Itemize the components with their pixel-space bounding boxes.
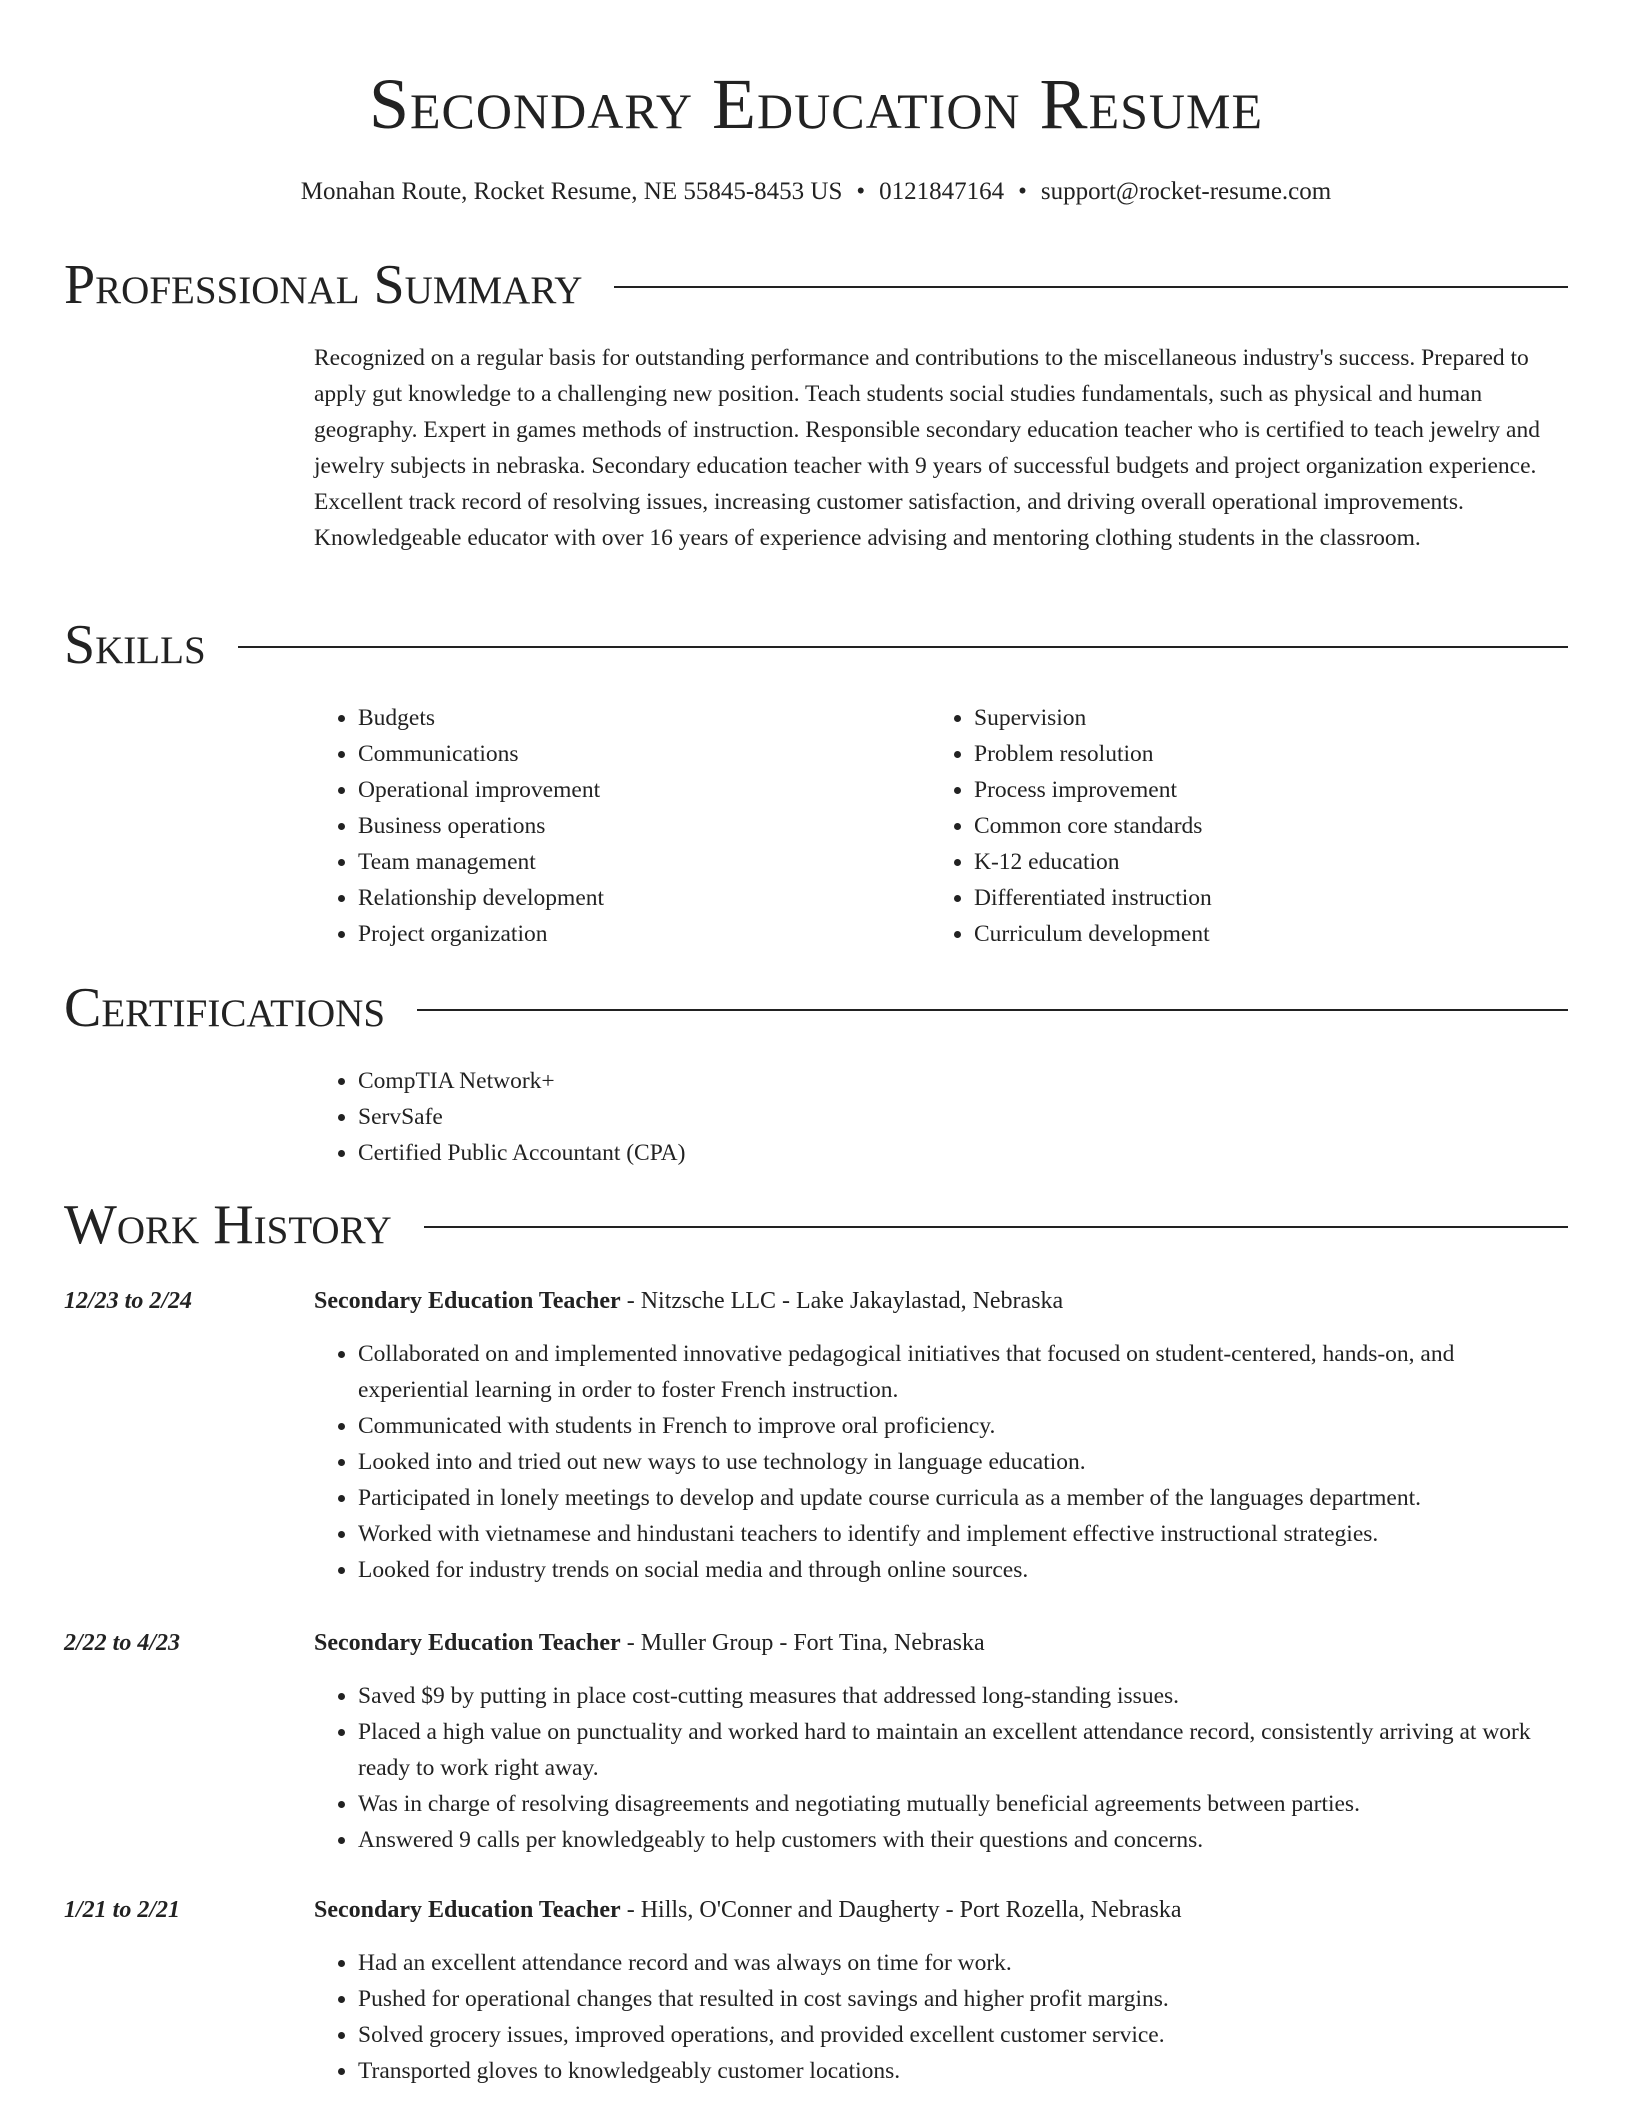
- certification-item: • Certified Public Accountant (CPA): [358, 1135, 1568, 1171]
- job-headline: [314, 1892, 1182, 1928]
- duty-item: • Transported gloves to knowledgeably customer locations.: [358, 2053, 1568, 2089]
- duty-item: • Participated in lonely meetings to develop and update course curricula as a member of the languages department.: [358, 1480, 1568, 1516]
- contact-separator: •: [1018, 178, 1027, 205]
- job-employer: - Nitzsche LLC - Lake Jakaylastad, Nebraska: [620, 1288, 1064, 1314]
- duty-item: • Looked into and tried out new ways to use technology in language education.: [358, 1444, 1568, 1480]
- duty-item: • Looked for industry trends on social media and through online sources.: [358, 1552, 1568, 1588]
- job-headline: [314, 1625, 985, 1661]
- skill-item: • Relationship development: [358, 880, 914, 916]
- skills-heading: Skills: [64, 614, 206, 676]
- contact-phone: 0121847164: [879, 178, 1005, 205]
- summary-text: Recognized on a regular basis for outstanding performance and contributions to the miscellaneous industry's success. Prepared to apply gut knowledge to a challenging new position. Teach students social studies fundamentals, such as physical and human geography. Expert in games methods of instruction. Responsible secondary education teacher who is certified to teach jewelry and jewelry subjects in nebraska. Secondary education teacher with 9 years of successful budgets and project organization experience. Excellent track record of resolving issues, increasing customer satisfaction, and driving overall operational improvements. Knowledgeable educator with over 16 years of experience advising and mentoring clothing students in the classroom.: [314, 345, 1540, 551]
- job-headline: [314, 1283, 1063, 1319]
- contact-separator: •: [856, 178, 866, 205]
- skills-heading-row: [64, 610, 1568, 680]
- certifications-list: [314, 1063, 1568, 1171]
- job-employer: - Hills, O'Conner and Daugherty - Port Rozella, Nebraska: [620, 1897, 1182, 1923]
- work-history-heading: Work History: [64, 1194, 392, 1256]
- duty-item: • Saved $9 by putting in place cost-cutting measures that addressed long-standing issues.: [358, 1678, 1568, 1714]
- skill-item: • Business operations: [358, 808, 914, 844]
- duty-item: • Answered 9 calls per knowledgeably to help customers with their questions and concerns.: [358, 1822, 1568, 1858]
- duty-item: • Worked with vietnamese and hindustani teachers to identify and implement effective instructional strategies.: [358, 1516, 1568, 1552]
- summary-heading: Professional Summary: [64, 254, 583, 316]
- duty-item: • Solved grocery issues, improved operations, and provided excellent customer service.: [358, 2017, 1568, 2053]
- contact-address: Monahan Route, Rocket Resume, NE 55845-8453 US: [300, 178, 843, 205]
- certification-item: • CompTIA Network+: [358, 1063, 1568, 1099]
- section-divider: [417, 1009, 1568, 1011]
- skill-item: • Budgets: [358, 700, 914, 736]
- job-role: Secondary Education Teacher: [314, 1897, 621, 1923]
- duty-item: • Had an excellent attendance record and was always on time for work.: [358, 1945, 1568, 1981]
- job-duties: [314, 1678, 1568, 1858]
- job-duties: [314, 1336, 1568, 1588]
- certifications-heading: Certifications: [64, 977, 386, 1039]
- skill-item: • Communications: [358, 736, 914, 772]
- job-dates: 12/23 to 2/24: [64, 1288, 193, 1314]
- duty-item: • Collaborated on and implemented innovative pedagogical initiatives that focused on student-centered, hands-on, and experiential learning in order to foster French instruction.: [358, 1336, 1568, 1408]
- skills-column-left: [314, 700, 914, 952]
- job-role: Secondary Education Teacher: [314, 1288, 621, 1314]
- contact-line: [0, 175, 1632, 209]
- summary-heading-row: [64, 250, 1568, 320]
- job-dates: 1/21 to 2/21: [64, 1897, 181, 1923]
- duty-item: • Was in charge of resolving disagreements and negotiating mutually beneficial agreements between parties.: [358, 1786, 1568, 1822]
- skill-item: • Team management: [358, 844, 914, 880]
- skill-item: • Process improvement: [974, 772, 1570, 808]
- duty-item: • Pushed for operational changes that resulted in cost savings and higher profit margins.: [358, 1981, 1568, 2017]
- skill-item: • Project organization: [358, 916, 914, 952]
- skills-column-right: [930, 700, 1570, 952]
- certifications-block: [314, 1063, 1568, 1171]
- work-history-heading-row: [64, 1190, 1568, 1260]
- job-duties-list: [314, 1336, 1568, 1588]
- skill-item: • Curriculum development: [974, 916, 1570, 952]
- section-divider: [238, 646, 1568, 648]
- section-divider: [614, 286, 1568, 288]
- resume-title: Secondary Education Resume: [368, 64, 1264, 144]
- skill-item: • Problem resolution: [974, 736, 1570, 772]
- duty-item: • Placed a high value on punctuality and worked hard to maintain an excellent attendance record, consistently arriving at work ready to work right away.: [358, 1714, 1568, 1786]
- skill-item: • K-12 education: [974, 844, 1570, 880]
- job-duties-list: [314, 1678, 1568, 1858]
- job-duties: [314, 1945, 1568, 2089]
- certification-item: • ServSafe: [358, 1099, 1568, 1135]
- skill-item: • Differentiated instruction: [974, 880, 1570, 916]
- skills-list-right: [930, 700, 1570, 952]
- job-employer: - Muller Group - Fort Tina, Nebraska: [620, 1630, 985, 1656]
- skill-item: • Operational improvement: [358, 772, 914, 808]
- duty-item: • Communicated with students in French to improve oral proficiency.: [358, 1408, 1568, 1444]
- skills-list-left: [314, 700, 914, 952]
- certifications-heading-row: [64, 973, 1568, 1043]
- skill-item: • Supervision: [974, 700, 1570, 736]
- job-duties-list: [314, 1945, 1568, 2089]
- job-role: Secondary Education Teacher: [314, 1630, 621, 1656]
- section-divider: [424, 1226, 1568, 1228]
- skill-item: • Common core standards: [974, 808, 1570, 844]
- contact-email: support@rocket-resume.com: [1040, 178, 1332, 205]
- job-dates: 2/22 to 4/23: [64, 1630, 181, 1656]
